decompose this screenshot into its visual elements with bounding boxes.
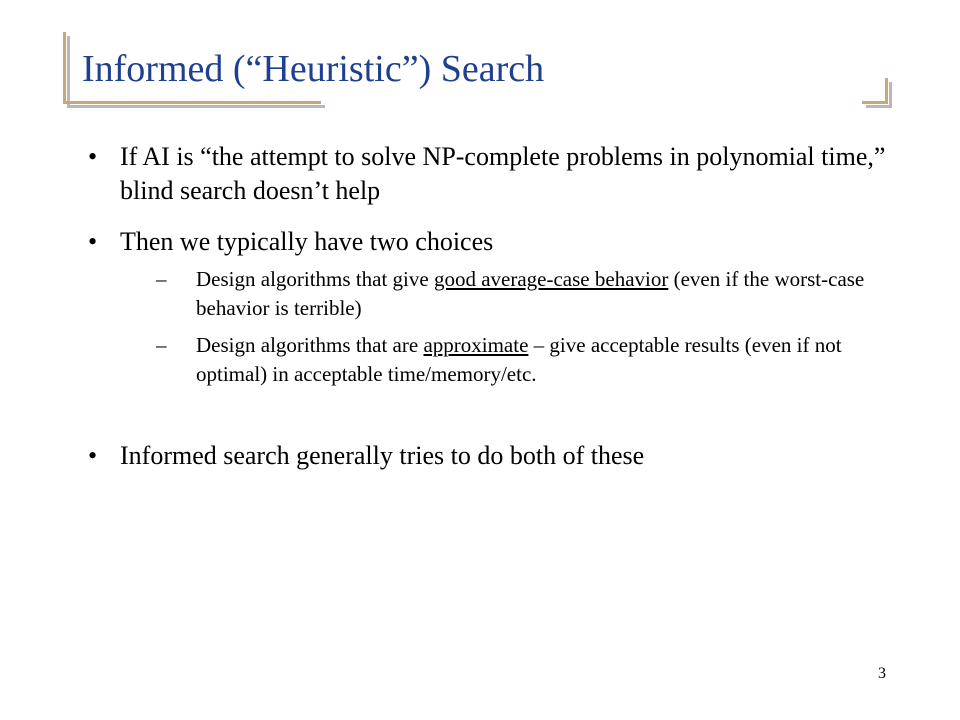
bullet-dot: • [88, 441, 98, 470]
sub-bullet-dash: – [156, 267, 167, 291]
bullet-text: Informed search generally tries to do both of these [120, 441, 645, 470]
bullet-list [88, 140, 888, 473]
page-number: 3 [878, 665, 886, 682]
sub-bullet-item [156, 331, 896, 389]
bullet-text: If AI is “the attempt to solve NP-complete problems in polynomial time,” blind search doesn’t help [120, 142, 886, 205]
sub-bullet-item [156, 265, 896, 323]
sub-bullet-text-before: Design algorithms that give [196, 267, 434, 291]
sub-bullet-text-after: – give acceptable results (even if not optimal) in acceptable time/memory/etc. [196, 333, 842, 386]
bullet-item [88, 225, 888, 259]
bullet-item [88, 140, 888, 208]
bullet-dot: • [88, 142, 98, 171]
bullet-item [88, 439, 888, 473]
sub-bullet-list [156, 265, 896, 389]
bullet-text: Then we typically have two choices [120, 227, 494, 256]
sub-bullet-text-before: Design algorithms that are [196, 333, 424, 357]
slide-title: Informed (“Heuristic”) Search [82, 48, 545, 90]
bullet-dot: • [88, 227, 98, 256]
sub-bullet-text-after: (even if the worst-case behavior is terrible) [196, 267, 865, 320]
sub-bullet-underlined-text: approximate [423, 333, 529, 357]
sub-bullet-dash: – [156, 333, 167, 357]
sub-bullet-underlined-text: good average-case behavior [433, 267, 669, 291]
